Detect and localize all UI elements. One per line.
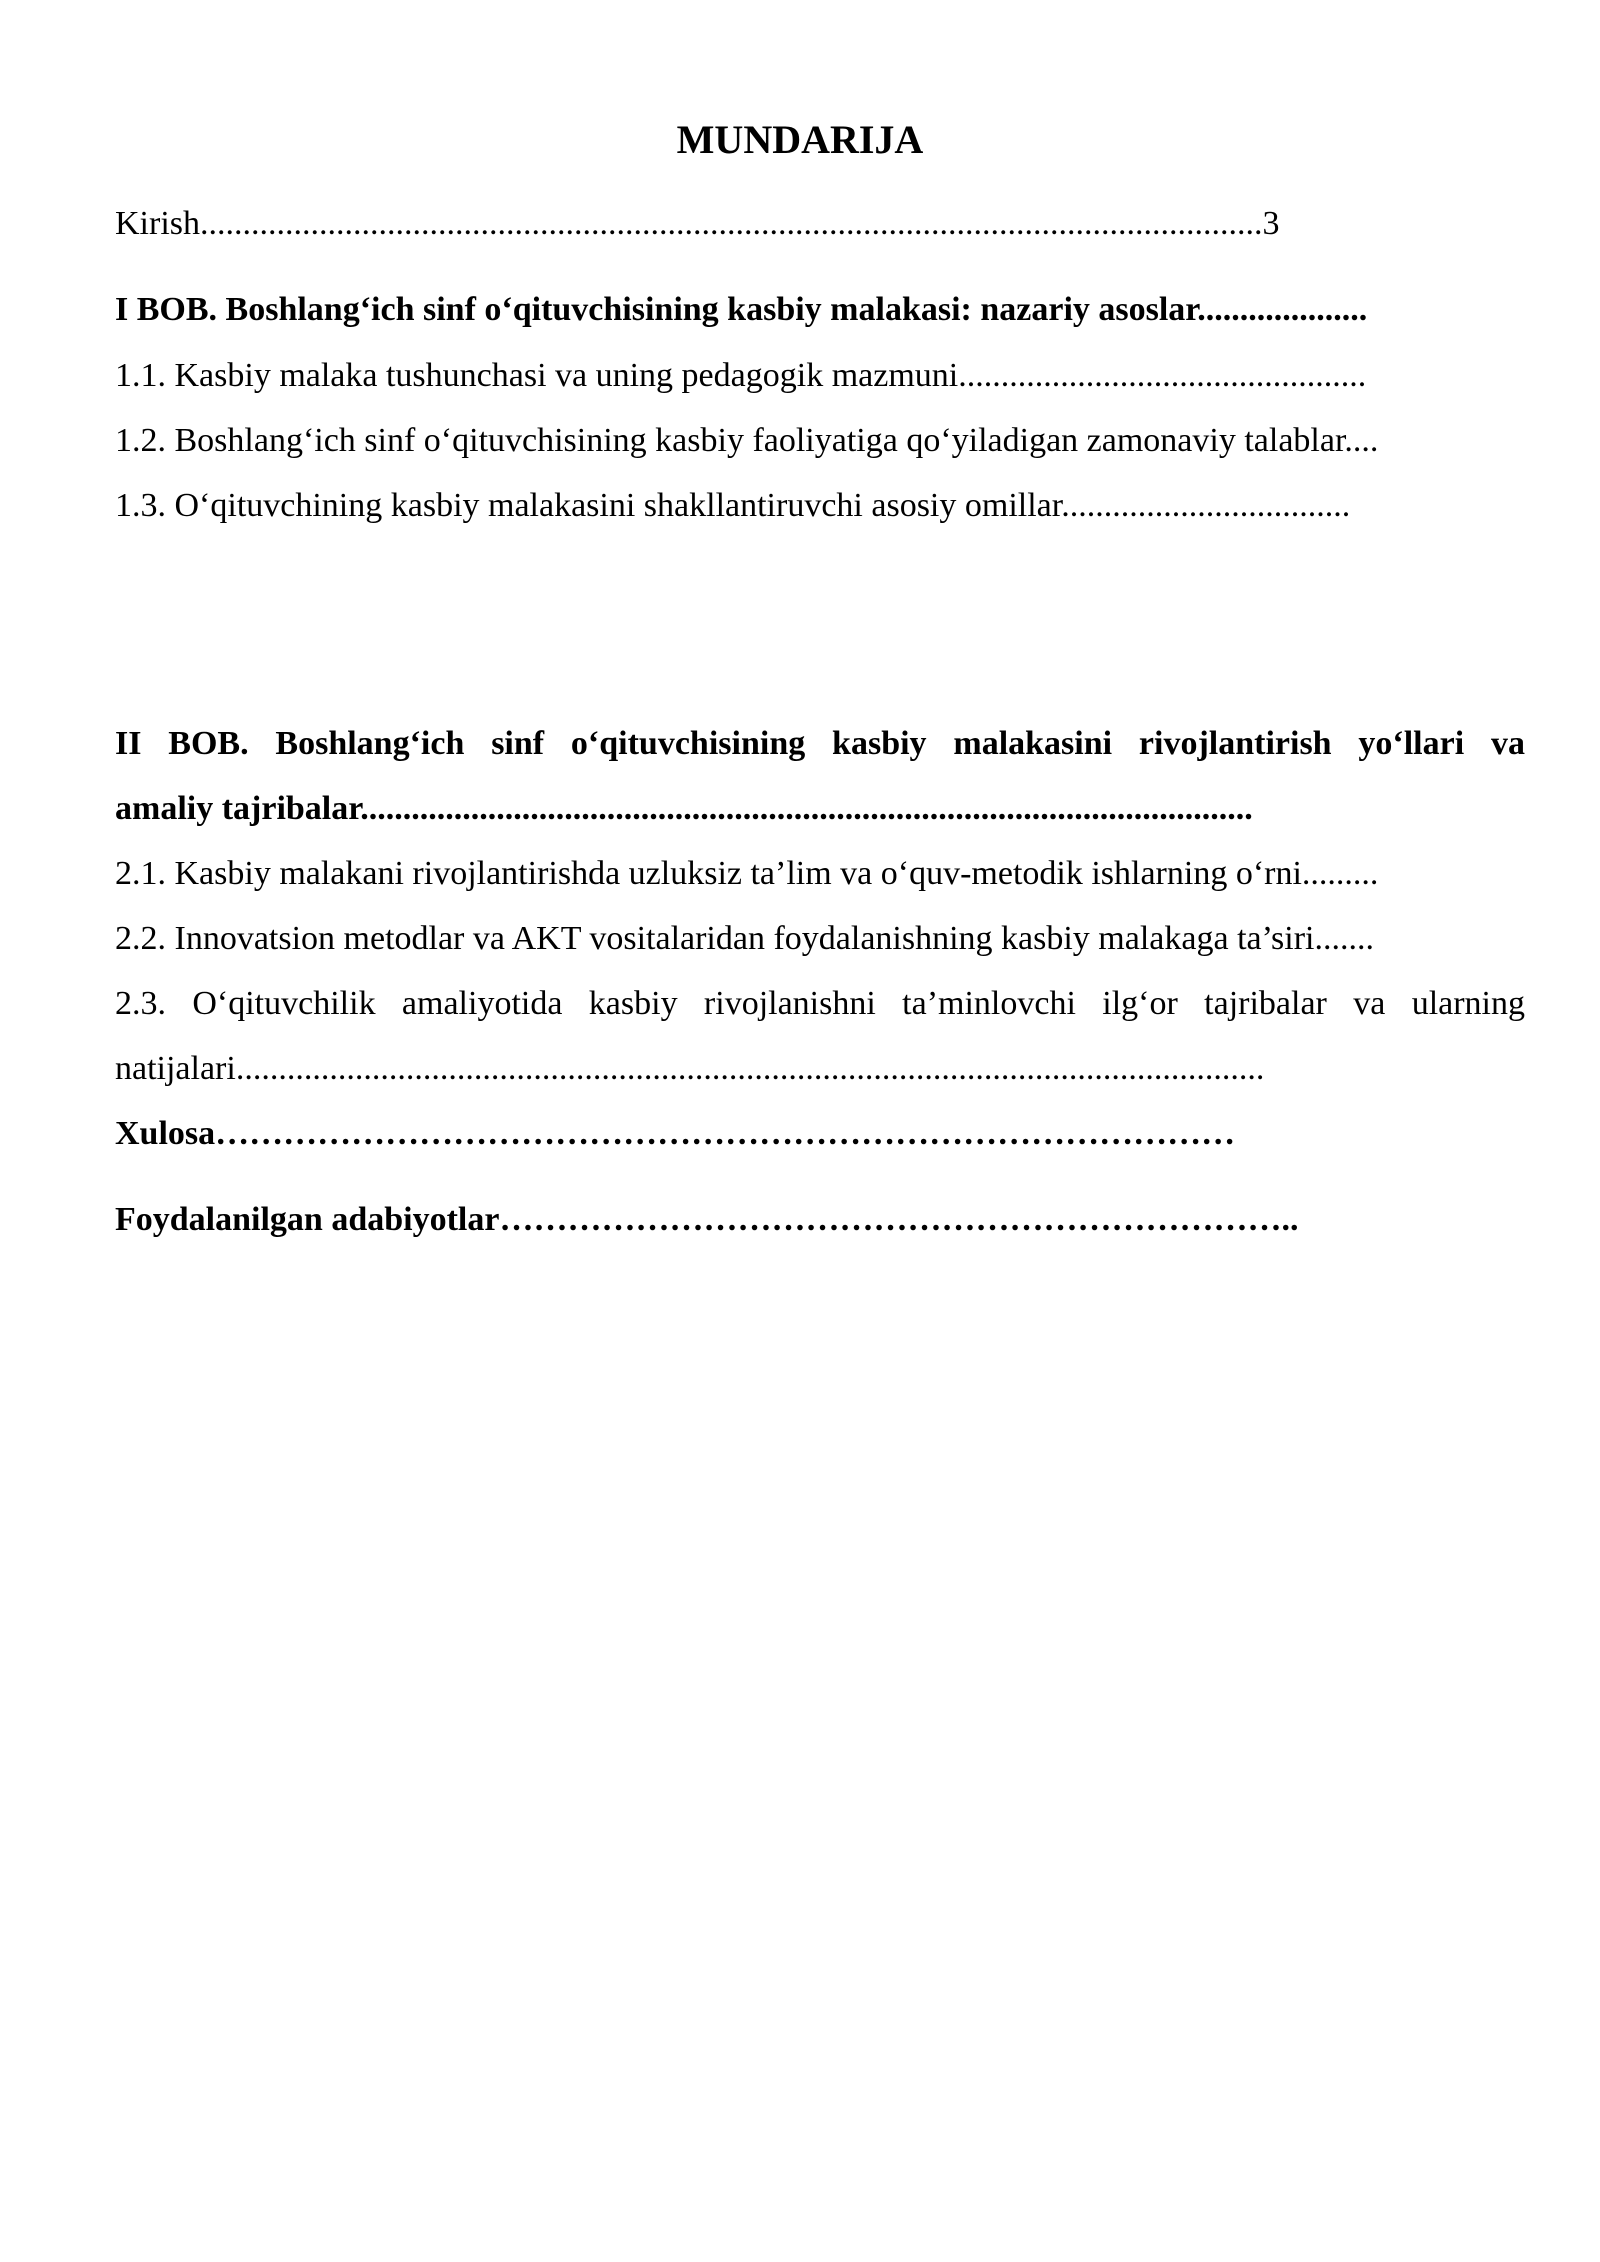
toc-entry-conclusion: Xulosa……………………………………………………………………………… [115,1115,1236,1152]
toc-entry-section-2-2: 2.2. Innovatsion metodlar va AKT vositalaridan foydalanishning kasbiy malakaga ta’siri....... [115,920,1374,957]
toc-entry-introduction: Kirish.............................................................................................................................3 [115,205,1280,242]
toc-entry-chapter-1: I BOB. Boshlang‘ich sinf o‘qituvchisining kasbiy malakasi: nazariy asoslar.................... [115,291,1368,328]
toc-entry-section-1-1: 1.1. Kasbiy malaka tushunchasi va uning pedagogik mazmuni................................................ [115,357,1367,394]
toc-entry-section-1-3: 1.3. O‘qituvchining kasbiy malakasini shakllantiruvchi asosiy omillar.................................. [115,487,1351,524]
toc-entry-section-2-1: 2.1. Kasbiy malakani rivojlantirishda uzluksiz ta’lim va o‘quv-metodik ishlarning o‘rni......... [115,855,1379,892]
toc-entry-section-2-3-line-1: 2.3. O‘qituvchilik amaliyotida kasbiy rivojlanishni ta’minlovchi ilg‘or tajribalar va ularning [115,985,1525,1022]
toc-entry-chapter-2-line-1: II BOB. Boshlang‘ich sinf o‘qituvchisining kasbiy malakasini rivojlantirish yo‘llari va [115,725,1525,762]
toc-entry-chapter-2-line-2: amaliy tajribalar......................................................................................................... [115,790,1253,827]
page-title: MUNDARIJA [676,117,924,162]
toc-entry-references: Foydalanilgan adabiyotlar…………………………………………………………….. [115,1201,1299,1238]
toc-entry-section-2-3-line-2: natijalari......................................................................................................................... [115,1050,1265,1087]
toc-entry-section-1-2: 1.2. Boshlang‘ich sinf o‘qituvchisining kasbiy faoliyatiga qo‘yiladigan zamonaviy talablar.... [115,422,1379,459]
